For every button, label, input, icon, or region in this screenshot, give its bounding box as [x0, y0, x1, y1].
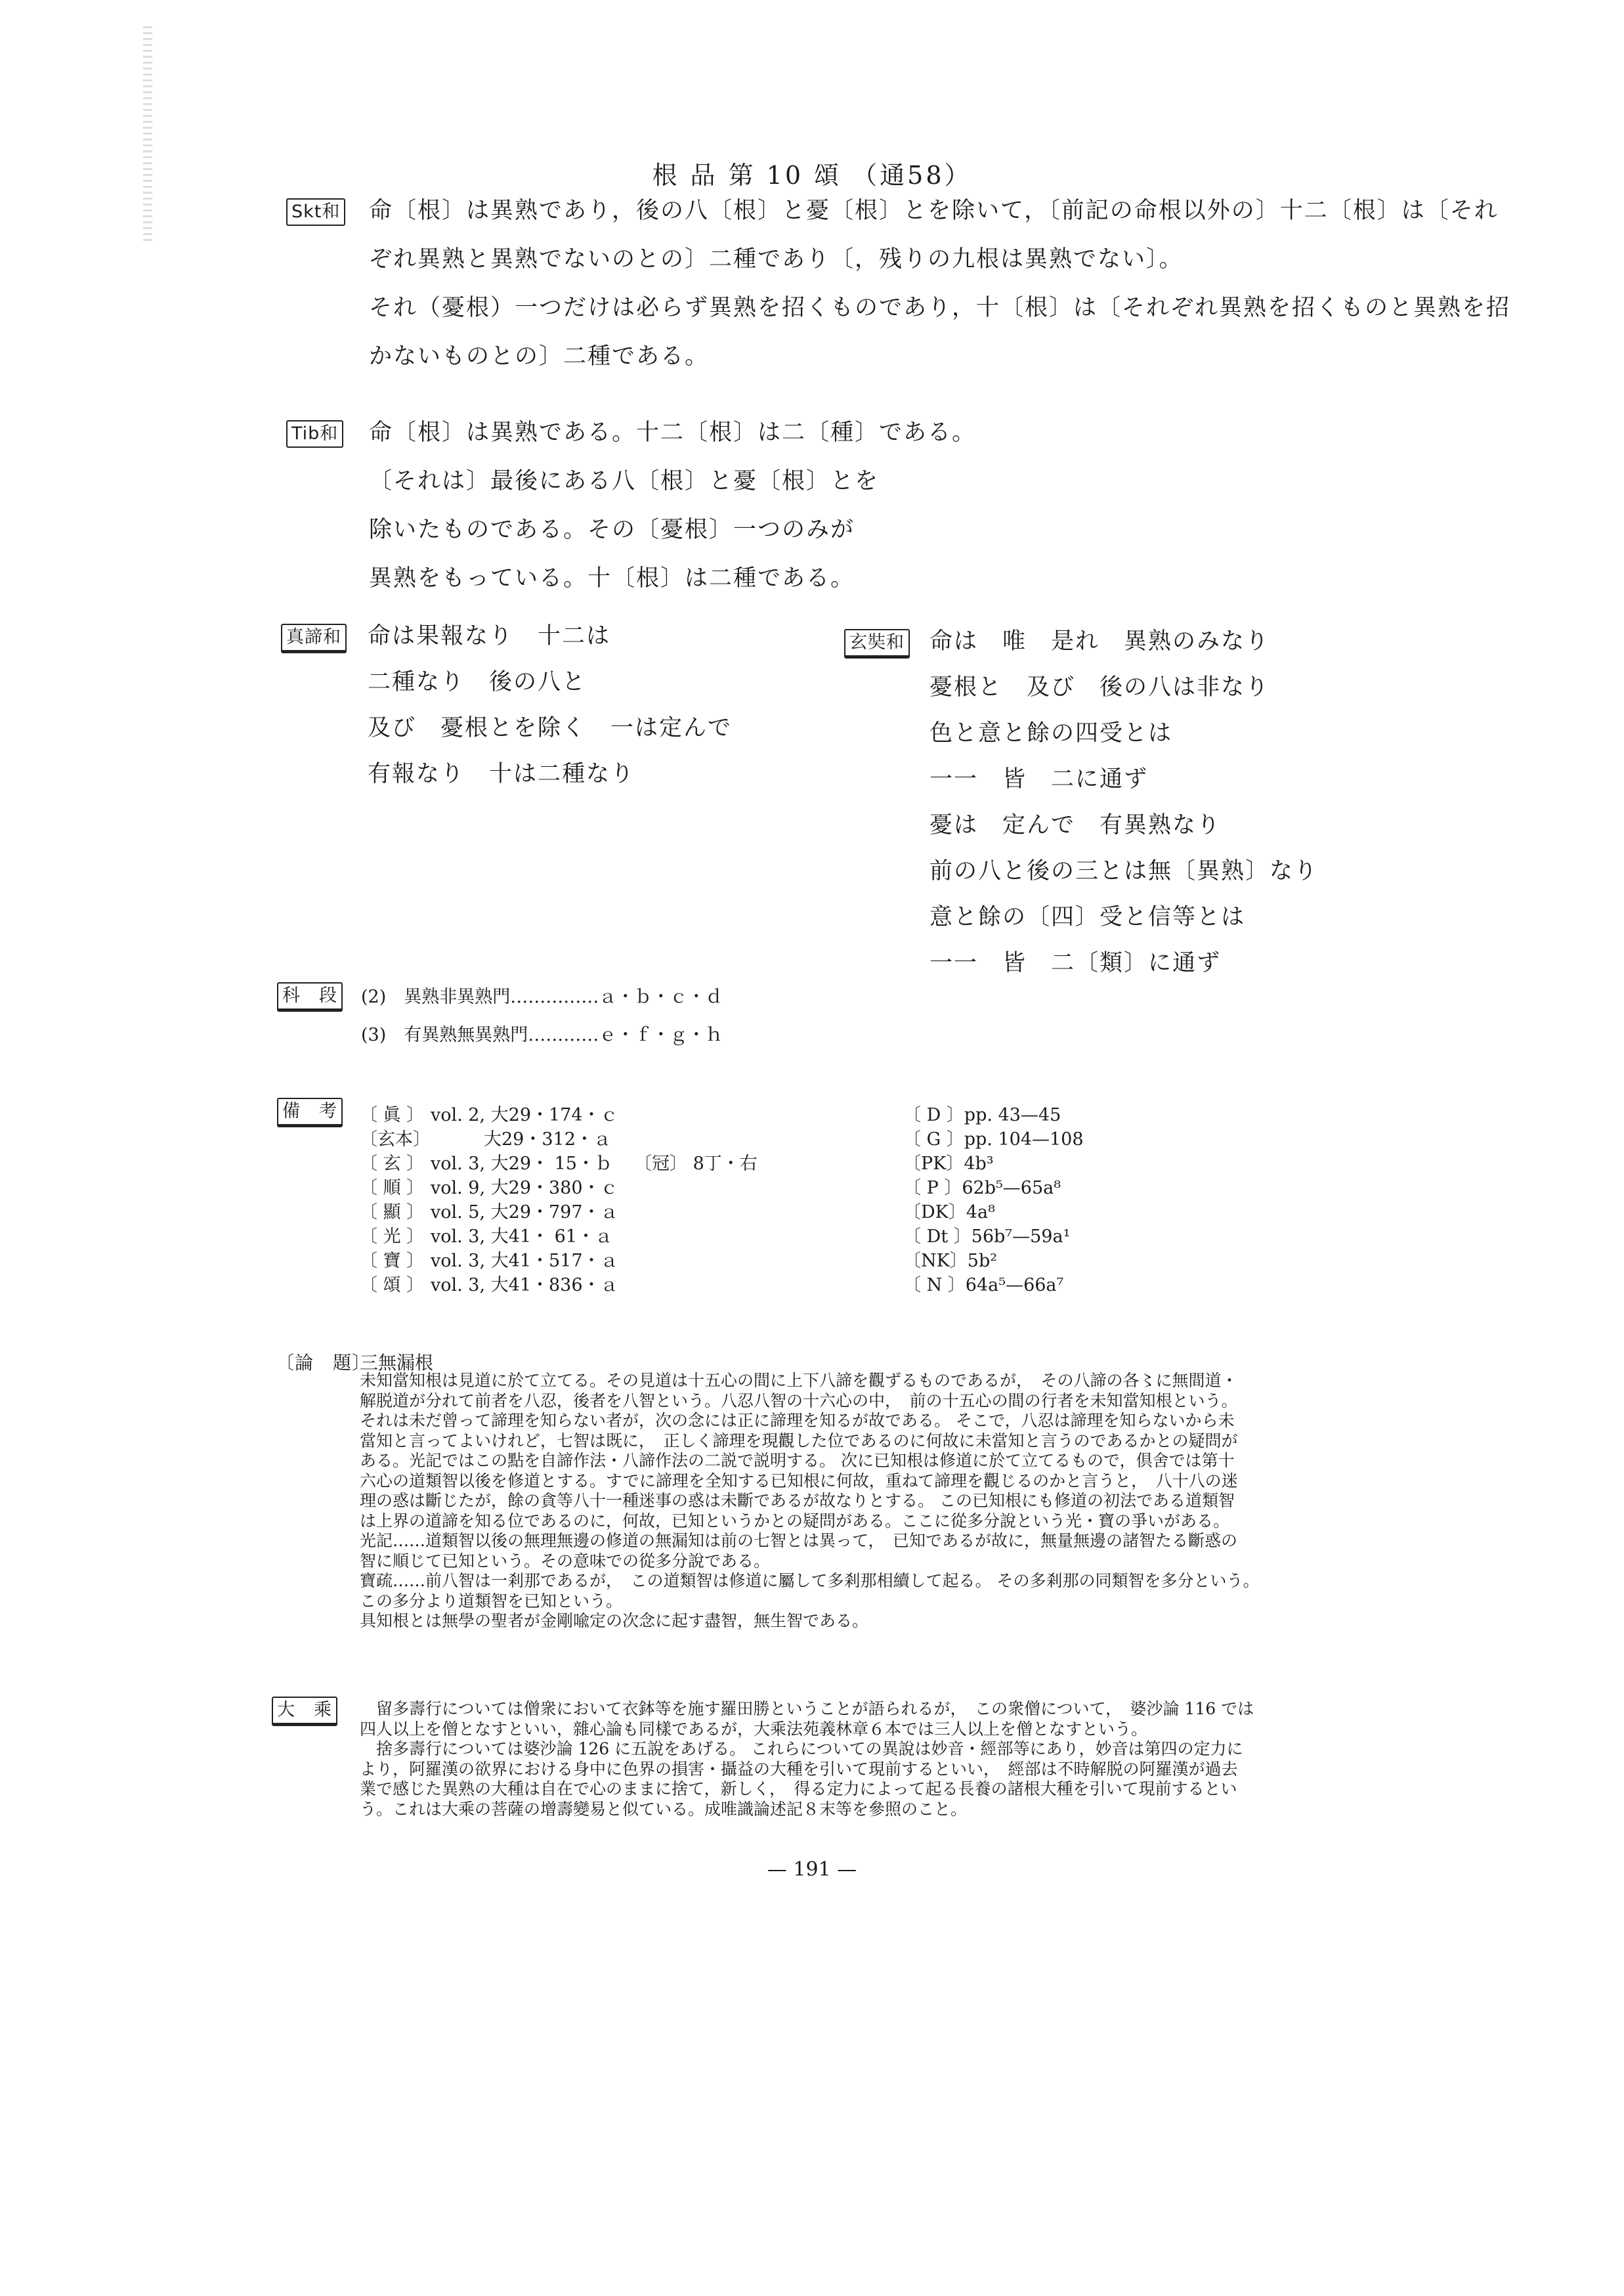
skt-line: ぞれ異熟と異熟でないのとの〕二種であり〔，残りの九根は異熟でない〕。	[369, 246, 1184, 272]
ronda-line: 具知根とは無學の聖者が金剛喩定の次念に起す盡智，無生智である。	[360, 1611, 869, 1630]
biko-ref-row	[360, 1176, 618, 1200]
ronda-line: 理の惑は斷じたが，餘の貪等八十一種迷事の惑は未斷であるが故なりとする。 この已知根にも修道の初法である道類智	[360, 1491, 1235, 1510]
skt-line: 命〔根〕は異熟であり，後の八〔根〕と憂〔根〕とを除いて，〔前記の命根以外の〕十二〔根〕は〔それ	[369, 198, 1499, 224]
biko-right-line: 〔NK〕5b²	[903, 1251, 998, 1271]
biko-ref-row	[360, 1273, 618, 1297]
daijo-line: 四人以上を僧となすといい，雜心論も同樣であるが，大乘法苑義林章６本では三人以上を僧となすという。	[360, 1719, 1148, 1739]
tib-line: 命〔根〕は異熟である。十二〔根〕は二〔種〕である。	[369, 420, 977, 446]
scan-edge-artifact	[143, 26, 152, 243]
xuanzang-line: 一一 皆 二に通ず	[930, 766, 1149, 792]
daijo-line: より，阿羅漢の欲界における身中に色界の損害・攝益の大種を引いて現前するといい， 經部は不時解脱の阿羅漢が過去	[360, 1759, 1238, 1779]
ronda-line: 智に順じて已知という。その意味での從多分說である。	[360, 1551, 771, 1570]
biko-ref-row	[360, 1103, 618, 1127]
ronda-line: 六心の道類智以後を修道とする。すでに諦理を全知する已知根に何故，重ねて諦理を觀じるのかと言うと， 八十八の迷	[360, 1471, 1238, 1490]
page-title: 根 品 第 10 頌 （通58）	[652, 161, 972, 190]
ronda-line: 當知と言ってよいけれど，七智は既に， 正しく諦理を現觀した位であるのに何故に未當知と言うのであるかとの疑問が	[360, 1431, 1238, 1450]
kadan-line: (3) 有異熟無異熟門…………ｅ・ｆ・ｇ・ｈ	[361, 1025, 723, 1045]
biko-right-line: 〔 P 〕62b⁵—65a⁸	[903, 1178, 1061, 1198]
skt-translation	[369, 186, 1510, 381]
kadan-list	[361, 985, 723, 1048]
ref-value: vol. 3, 大41・517・ａ	[431, 1251, 618, 1271]
biko-label: 備 考	[277, 1098, 343, 1127]
tib-line: 異熟をもっている。十〔根〕は二種である。	[369, 565, 855, 592]
ref-value: 大29・312・ａ	[431, 1129, 611, 1150]
page-number: — 191 —	[767, 1858, 857, 1881]
daijo-line: 業で感じた異熟の大種は自在で心のままに捨て，新しく， 得る定力によって起る長養の諸根大種を引いて現前するとい	[360, 1779, 1237, 1798]
xuanzang-label: 玄奘和	[844, 629, 910, 659]
ronda-line: 寶疏……前八智は一剎那であるが， この道類智は修道に屬して多剎那相續して起る。 その多剎那の同類智を多分という。	[360, 1571, 1260, 1590]
xuanzang-verse	[930, 618, 1318, 986]
biko-right-line: 〔PK〕4b³	[903, 1154, 994, 1174]
paramartha-line: 二種なり 後の八と	[368, 669, 587, 695]
biko-ref-row	[360, 1127, 618, 1152]
ronda-line: それは未だ曾って諦理を知らない者が，次の念には正に諦理を知るが故である。 そこで，八忍は諦理を知らないから未	[360, 1411, 1235, 1430]
xuanzang-line: 色と意と餘の四受とは	[930, 720, 1173, 747]
paramartha-line: 命は果報なり 十二は	[368, 623, 611, 649]
ref-value: vol. 3, 大41・836・ａ	[431, 1275, 618, 1295]
ronda-heading: 三無漏根	[360, 1352, 434, 1374]
daijo-line: 捨多壽行については婆沙論 126 に五說をあげる。 これらについての異說は妙音・經部等にあり，妙音は第四の定力に	[360, 1739, 1243, 1758]
ref-key: 〔 顯 〕	[360, 1202, 425, 1223]
biko-right-line: 〔 Dt 〕56b⁷—59a¹	[903, 1226, 1071, 1247]
ref-key: 〔 寶 〕	[360, 1251, 425, 1271]
paramartha-label: 真諦和	[281, 624, 347, 653]
biko-right-refs	[903, 1103, 1084, 1297]
ronda-line: 光記……道類智以後の無理無邊の修道の無漏知は前の七智とは異って， 已知であるが故に，無量無邊の諸智たる斷惑の	[360, 1531, 1238, 1550]
xuanzang-line: 憂は 定んで 有異熟なり	[930, 812, 1222, 838]
daijo-body	[360, 1699, 1254, 1819]
ref-key: 〔 眞 〕	[360, 1105, 425, 1125]
ronda-line: ある。光記ではこの點を自諦作法・八諦作法の二説で説明する。 次に已知根は修道に於て立てるもので，倶舍では第十	[360, 1451, 1235, 1470]
tib-translation	[369, 408, 976, 603]
daijo-line: う。これは大乘の菩薩の增壽變易と似ている。成唯識論述記８末等を參照のこと。	[360, 1799, 968, 1819]
ronda-line: は上界の道諦を知る位であるのに，何故，已知というかとの疑問がある。ここに從多分說という光・寶の爭いがある。	[360, 1511, 1230, 1530]
biko-ref-row	[360, 1200, 618, 1224]
daijo-label: 大 乘	[272, 1697, 337, 1726]
kadan-label: 科 段	[277, 982, 343, 1012]
xuanzang-line: 前の八と後の三とは無〔異熟〕なり	[930, 858, 1319, 884]
biko-left-refs	[360, 1103, 618, 1297]
xuanzang-line: 憂根と 及び 後の八は非なり	[930, 674, 1270, 701]
ronda-line: 未知當知根は見道に於て立てる。その見道は十五心の間に上下八諦を觀ずるものであるが， その八諦の各〻に無間道・	[360, 1371, 1238, 1390]
tib-label: Tib和	[286, 420, 343, 448]
ref-key: 〔 頌 〕	[360, 1275, 425, 1295]
ref-key: 〔 順 〕	[360, 1178, 425, 1198]
biko-ref-row	[360, 1249, 618, 1273]
biko-ref-row	[360, 1224, 618, 1249]
skt-line: かないものとの〕二種である。	[369, 343, 710, 370]
xuanzang-line: 一一 皆 二〔類〕に通ず	[930, 950, 1222, 976]
paramartha-line: 有報なり 十は二種なり	[368, 761, 635, 787]
xuanzang-line: 命は 唯 是れ 異熟のみなり	[930, 628, 1270, 655]
ref-value: vol. 5, 大29・797・ａ	[431, 1202, 618, 1223]
biko-right-line: 〔DK〕4a⁸	[903, 1202, 995, 1223]
ref-value: vol. 3, 大29・ 15・ｂ	[431, 1154, 612, 1174]
biko-mid-line: 〔冠〕 8丁・右	[634, 1154, 758, 1174]
biko-right-line: 〔 N 〕64a⁵—66a⁷	[903, 1275, 1064, 1295]
ref-value: vol. 3, 大41・ 61・ａ	[431, 1226, 612, 1247]
biko-right-line: 〔 G 〕pp. 104—108	[903, 1129, 1084, 1150]
biko-mid-ref	[634, 1152, 758, 1176]
skt-line: それ（憂根）一つだけは必らず異熟を招くものであり，十〔根〕は〔それぞれ異熟を招くものと異熟を招	[369, 295, 1511, 321]
tib-line: 除いたものである。その〔憂根〕一つのみが	[369, 517, 855, 543]
biko-ref-row	[360, 1152, 618, 1176]
ronda-line: 解脱道が分れて前者を八忍，後者を八智という。八忍八智の十六心の中， 前の十五心の間の行者を未知當知根という。	[360, 1391, 1238, 1410]
ronda-label: 〔論 題〕	[276, 1352, 372, 1374]
ref-value: vol. 9, 大29・380・ｃ	[431, 1178, 618, 1198]
paramartha-verse	[368, 613, 732, 797]
tib-line: 〔それは〕最後にある八〔根〕と憂〔根〕とを	[369, 468, 880, 494]
daijo-line: 留多壽行については僧衆において衣鉢等を施す羅田勝ということが語られるが， この衆僧について， 婆沙論 116 では	[360, 1699, 1254, 1718]
ref-key: 〔 玄 〕	[360, 1154, 425, 1174]
skt-label: Skt和	[286, 198, 345, 226]
ronda-body	[360, 1371, 1259, 1632]
ref-key: 〔玄本〕	[360, 1129, 431, 1150]
xuanzang-line: 意と餘の〔四〕受と信等とは	[930, 904, 1246, 930]
ronda-line: この多分より道類智を已知という。	[360, 1591, 623, 1611]
ref-value: vol. 2, 大29・174・ｃ	[431, 1105, 618, 1125]
biko-right-line: 〔 D 〕pp. 43—45	[903, 1105, 1061, 1125]
ref-key: 〔 光 〕	[360, 1226, 425, 1247]
paramartha-line: 及び 憂根とを除く 一は定んで	[368, 715, 733, 741]
kadan-line: (2) 異熟非異熟門……………ａ・ｂ・ｃ・ｄ	[361, 987, 723, 1007]
